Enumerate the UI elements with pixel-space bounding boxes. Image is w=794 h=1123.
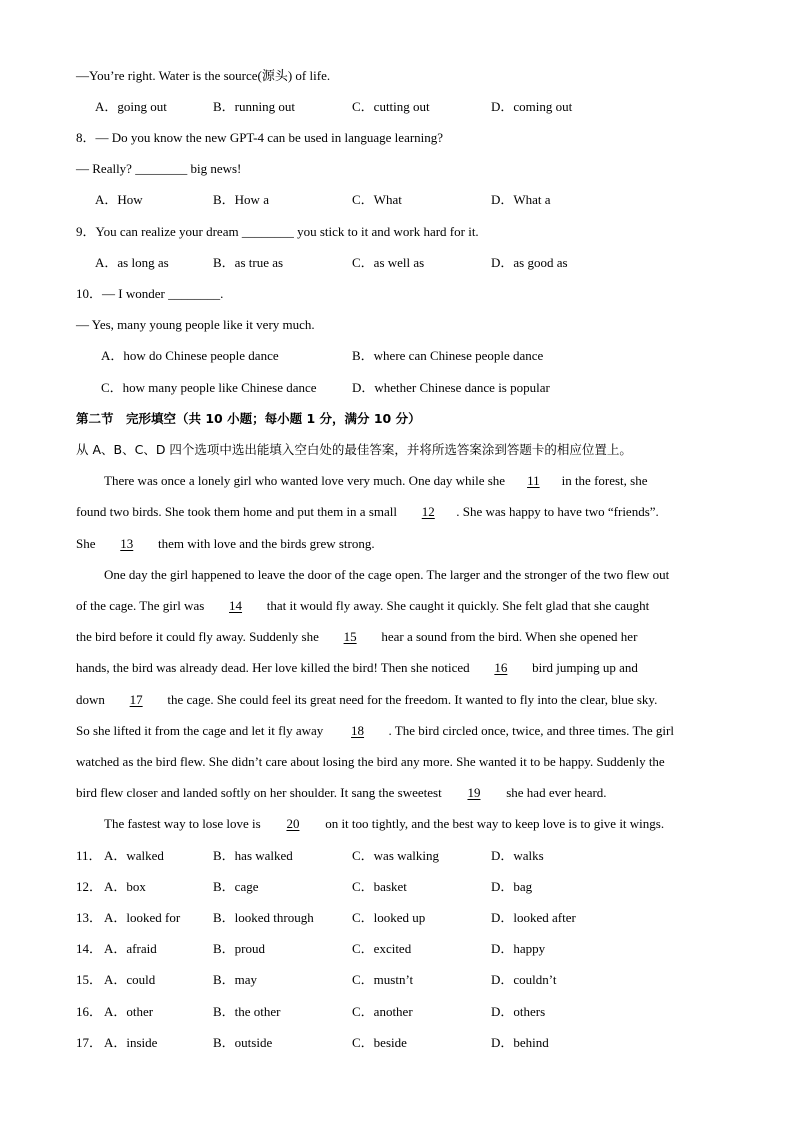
answer-option-a: A．looked for (104, 910, 181, 925)
passage-text: that it would fly away. She caught it quickly. She felt glad that she caught (266, 598, 650, 613)
passage-text: . She was happy to have two “friends”. (456, 504, 659, 519)
answer-option-d: D．looked after (491, 910, 576, 925)
passage-text: the bird before it could fly away. Suddenly she (76, 629, 319, 644)
q10-option-b: B．where can Chinese people dance (352, 348, 544, 363)
passage-text: bird flew closer and landed softly on her shoulder. It sang the sweetest (76, 785, 442, 800)
q7-reply: —You’re right. Water is the source(源头) of life. (76, 68, 331, 83)
passage-text: bird jumping up and (532, 660, 638, 675)
section-instructions: 从 A、B、C、D 四个选项中选出能填入空白处的最佳答案，并将所选答案涂到答题卡的相应位置上。 (76, 442, 632, 457)
answer-number: 15． (76, 972, 103, 987)
q9-option-d: D．as good as (491, 255, 568, 270)
q8-reply-post: big news! (190, 161, 242, 176)
passage-line-3 (76, 536, 375, 552)
passage-text: in the forest, she (561, 473, 648, 488)
blank-16: 16 (494, 660, 508, 675)
q9-post: you stick to it and work hard for it. (297, 224, 479, 239)
passage-line-4: One day the girl happened to leave the door of the cage open. The larger and the stronger of the two flew out (104, 567, 670, 582)
answer-option-c: C．looked up (352, 910, 426, 925)
answer-option-b: B．the other (213, 1004, 281, 1019)
answer-option-b: B．cage (213, 879, 259, 894)
passage-text: She (76, 536, 96, 551)
blank-13: 13 (120, 536, 134, 551)
passage-line-12 (104, 816, 664, 832)
q7-option-a: A．going out (95, 99, 167, 114)
answer-option-d: D．bag (491, 879, 533, 894)
answer-option-d: D．couldn’t (491, 972, 557, 987)
passage-text: There was once a lonely girl who wanted love very much. One day while she (104, 473, 506, 488)
answer-option-c: C．was walking (352, 848, 440, 863)
passage-line-7 (76, 660, 638, 676)
blank-12: 12 (421, 504, 435, 519)
section-title: 第二节 完形填空（共 10 小题；每小题 1 分，满分 10 分） (76, 411, 421, 426)
q8-blank: ________ (135, 161, 188, 176)
q10-post: . (220, 286, 224, 301)
q9-option-b: B．as true as (213, 255, 284, 270)
passage-line-1 (104, 473, 648, 489)
q10-option-a: A．how do Chinese people dance (101, 348, 279, 363)
q8-option-c: C．What (352, 192, 402, 207)
answer-option-a: A．could (104, 972, 156, 987)
passage-text: the cage. She could feel its great need for the freedom. It wanted to fly into the clear, blue sky. (167, 692, 658, 707)
answer-option-c: C．mustn’t (352, 972, 414, 987)
q10-stem (76, 286, 223, 302)
blank-15: 15 (343, 629, 357, 644)
blank-20: 20 (286, 816, 300, 831)
answer-option-b: B．outside (213, 1035, 273, 1050)
answer-number: 16． (76, 1004, 103, 1019)
answer-number: 12． (76, 879, 103, 894)
answer-option-d: D．walks (491, 848, 544, 863)
passage-text: So she lifted it from the cage and let it fly away (76, 723, 324, 738)
passage-line-2 (76, 504, 659, 520)
blank-14: 14 (229, 598, 243, 613)
q10-option-c: C．how many people like Chinese dance (101, 380, 317, 395)
answer-number: 17． (76, 1035, 103, 1050)
passage-line-11 (76, 785, 607, 801)
passage-text: hands, the bird was already dead. Her love killed the bird! Then she noticed (76, 660, 470, 675)
answer-option-a: A．other (104, 1004, 154, 1019)
answer-option-a: A．afraid (104, 941, 157, 956)
answer-option-b: B．has walked (213, 848, 293, 863)
q8-option-d: D．What a (491, 192, 551, 207)
q9-option-c: C．as well as (352, 255, 425, 270)
answer-option-d: D．behind (491, 1035, 549, 1050)
passage-text: she had ever heard. (506, 785, 607, 800)
passage-line-8 (76, 692, 657, 708)
passage-line-5 (76, 598, 649, 614)
q7-option-c: C．cutting out (352, 99, 430, 114)
answer-option-b: B．proud (213, 941, 266, 956)
q8-reply (76, 161, 241, 177)
passage-line-6 (76, 629, 637, 645)
q10-pre: 10．— I wonder (76, 286, 165, 301)
answer-option-c: C．beside (352, 1035, 407, 1050)
passage-text: hear a sound from the bird. When she opened her (381, 629, 638, 644)
answer-number: 13． (76, 910, 103, 925)
blank-18: 18 (351, 723, 365, 738)
answer-option-d: D．others (491, 1004, 546, 1019)
q7-option-b: B．running out (213, 99, 295, 114)
answer-option-a: A．inside (104, 1035, 158, 1050)
answer-option-c: C．another (352, 1004, 413, 1019)
passage-text: found two birds. She took them home and put them in a small (76, 504, 397, 519)
q8-option-a: A．How (95, 192, 143, 207)
q8-option-b: B．How a (213, 192, 269, 207)
answer-option-b: B．looked through (213, 910, 314, 925)
answer-option-c: C．excited (352, 941, 412, 956)
answer-option-b: B．may (213, 972, 258, 987)
blank-17: 17 (129, 692, 143, 707)
q9-pre: 9．You can realize your dream (76, 224, 239, 239)
q9-stem (76, 224, 479, 240)
answer-option-c: C．basket (352, 879, 407, 894)
answer-option-d: D．happy (491, 941, 546, 956)
q10-reply: — Yes, many young people like it very much. (76, 317, 315, 332)
q10-blank: ________ (168, 286, 221, 301)
q7-option-d: D．coming out (491, 99, 573, 114)
q8-reply-pre: — Really? (76, 161, 132, 176)
passage-text: . The bird circled once, twice, and three times. The girl (388, 723, 674, 738)
passage-text: The fastest way to lose love is (104, 816, 261, 831)
passage-text: down (76, 692, 105, 707)
q8-stem: 8．— Do you know the new GPT-4 can be used in language learning? (76, 130, 444, 145)
answer-option-a: A．walked (104, 848, 164, 863)
passage-line-10: watched as the bird flew. She didn’t care about losing the bird any more. She wanted it to be happy. Suddenly the (76, 754, 665, 769)
blank-19: 19 (467, 785, 481, 800)
answer-number: 11． (76, 848, 102, 863)
passage-text: of the cage. The girl was (76, 598, 205, 613)
passage-line-9 (76, 723, 674, 739)
answer-number: 14． (76, 941, 103, 956)
passage-text: on it too tightly, and the best way to keep love is to give it wings. (325, 816, 665, 831)
q9-blank: ________ (241, 224, 294, 239)
passage-text: them with love and the birds grew strong. (158, 536, 375, 551)
q9-option-a: A．as long as (95, 255, 169, 270)
blank-11: 11 (527, 473, 540, 488)
q10-option-d: D．whether Chinese dance is popular (352, 380, 550, 395)
answer-option-a: A．box (104, 879, 146, 894)
